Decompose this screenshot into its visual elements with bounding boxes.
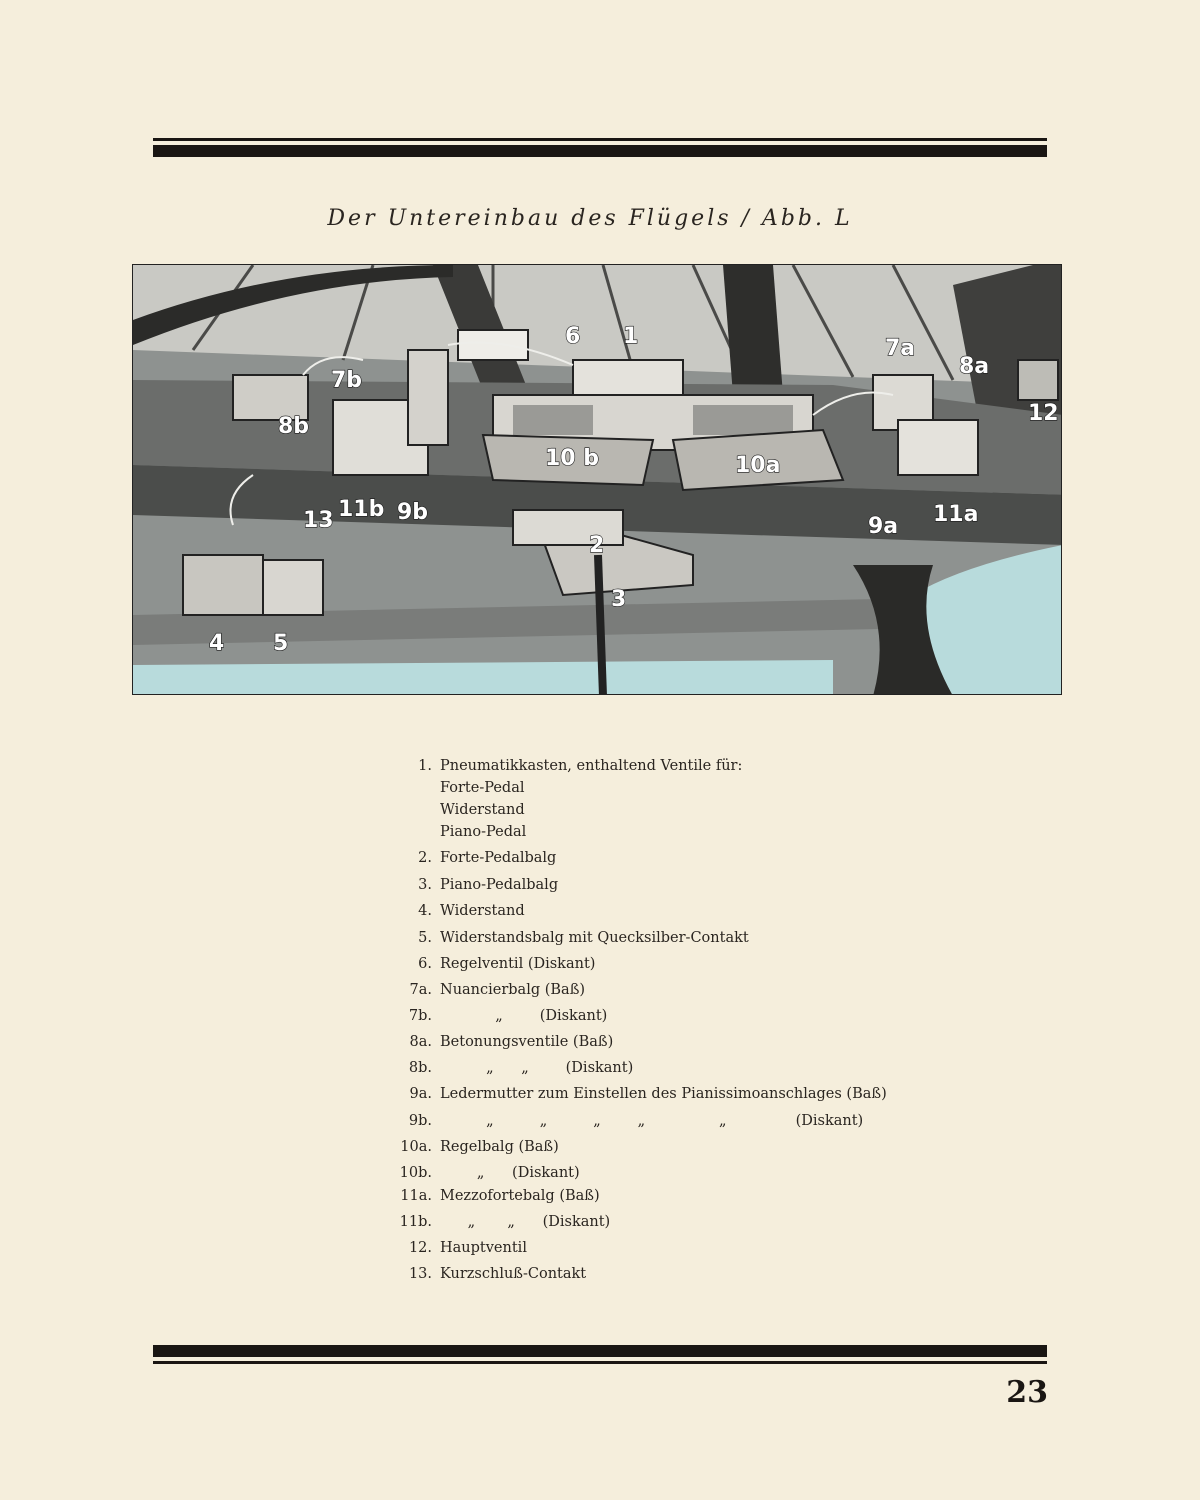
legend-text: Nuancierbalg (Baß) <box>440 982 586 998</box>
legend-text: Betonungsventile (Baß) <box>440 1034 614 1050</box>
legend-text: „ „ „ „ „ (Diskant) <box>440 1113 864 1129</box>
legend-number: 10b. <box>399 1165 432 1181</box>
legend-number: 12. <box>408 1240 432 1256</box>
legend-text: Forte-Pedalbalg <box>440 850 557 866</box>
legend-number: 9a. <box>409 1086 432 1102</box>
callout-6: 6 <box>565 324 581 349</box>
legend-number: 7a. <box>409 982 432 998</box>
callout-8a: 8a <box>959 354 990 379</box>
callout-10b: 10 b <box>545 446 600 471</box>
legend-text: Piano-Pedalbalg <box>440 877 559 893</box>
legend-text: Piano-Pedal <box>440 824 527 840</box>
legend-text: Widerstand <box>440 802 525 818</box>
figure-photo <box>132 264 1062 695</box>
legend-text: Widerstand <box>440 903 525 919</box>
callout-8b: 8b <box>278 414 310 439</box>
legend-text: „ (Diskant) <box>440 1008 608 1024</box>
callout-12: 12 <box>1028 401 1059 426</box>
figure-caption: Der Untereinbau des Flügels / Abb. L <box>327 206 853 231</box>
legend-number: 11b. <box>399 1214 432 1230</box>
callout-2: 2 <box>589 533 605 558</box>
legend-text: Forte-Pedal <box>440 780 525 796</box>
legend-text: „ (Diskant) <box>440 1165 580 1181</box>
legend-text: Regelventil (Diskant) <box>440 956 596 972</box>
legend-number: 3. <box>418 877 432 893</box>
legend-number: 8b. <box>408 1060 432 1076</box>
callout-9b: 9b <box>397 500 429 525</box>
legend-number: 7b. <box>408 1008 432 1024</box>
callout-11a: 11a <box>933 502 979 527</box>
legend-text: Regelbalg (Baß) <box>440 1139 559 1155</box>
callout-9a: 9a <box>868 514 899 539</box>
legend-text: Kurzschluß-Contakt <box>440 1266 587 1282</box>
callout-3: 3 <box>611 587 627 612</box>
legend-text: „ „ (Diskant) <box>440 1214 611 1230</box>
legend-number: 9b. <box>408 1113 432 1129</box>
page-number: 23 <box>1006 1375 1048 1410</box>
callout-10a: 10a <box>735 453 781 478</box>
legend-text: Hauptventil <box>440 1240 527 1256</box>
callout-7a: 7a <box>885 336 916 361</box>
legend-number: 10a. <box>400 1139 432 1155</box>
legend-number: 8a. <box>409 1034 432 1050</box>
legend-number: 11a. <box>400 1188 432 1204</box>
photo-illustration <box>133 265 1062 695</box>
callout-11b: 11b <box>338 497 385 522</box>
legend-text: Widerstandsbalg mit Quecksilber-Contakt <box>440 930 749 946</box>
legend-text: Mezzofortebalg (Baß) <box>440 1188 600 1204</box>
legend-number: 13. <box>408 1266 432 1282</box>
legend-number: 1. <box>418 758 432 774</box>
callout-13: 13 <box>303 508 334 533</box>
legend-number: 6. <box>418 956 432 972</box>
callout-5: 5 <box>273 631 289 656</box>
legend-text: Pneumatikkasten, enthaltend Ventile für: <box>440 758 743 774</box>
callout-7b: 7b <box>331 368 363 393</box>
legend-text: Ledermutter zum Einstellen des Pianissimoanschlages (Baß) <box>440 1086 887 1102</box>
legend-number: 2. <box>418 850 432 866</box>
legend-text: „ „ (Diskant) <box>440 1060 634 1076</box>
legend-number: 5. <box>418 930 432 946</box>
callout-4: 4 <box>209 631 225 656</box>
callout-1: 1 <box>623 324 639 349</box>
bottom-rule <box>153 1345 1047 1364</box>
top-rule <box>153 138 1047 157</box>
legend-number: 4. <box>418 903 432 919</box>
